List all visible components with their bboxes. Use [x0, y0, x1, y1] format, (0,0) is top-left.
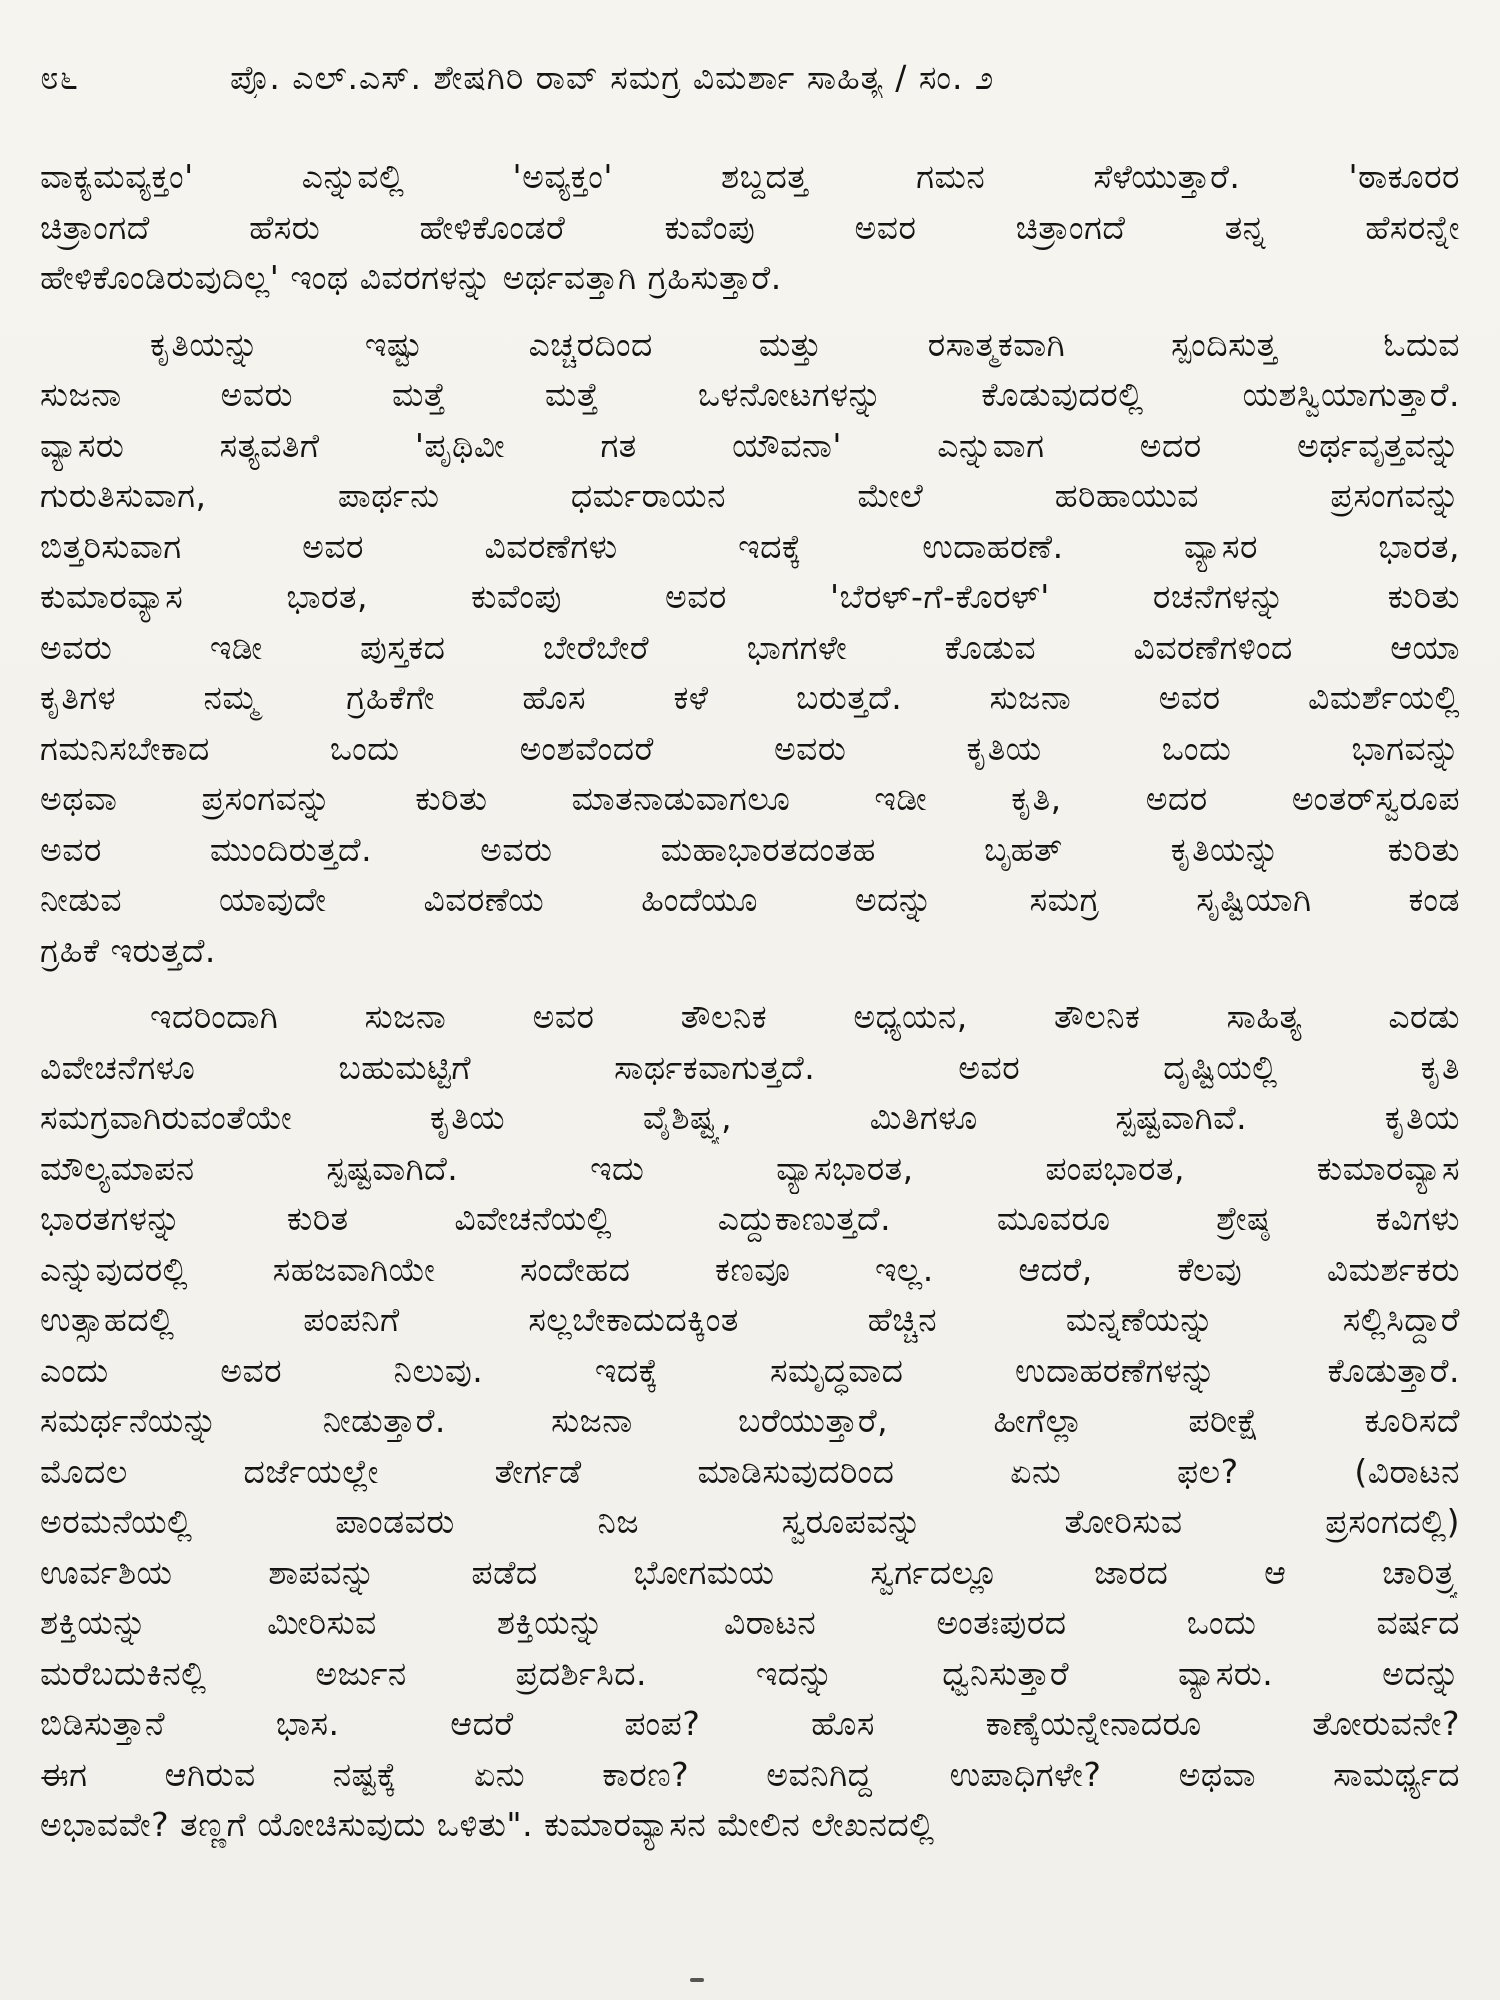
paragraph: [40, 992, 1460, 1851]
text-line: ವಾಕ್ಯಮವ್ಯಕ್ತಂ' ಎನ್ನುವಲ್ಲಿ 'ಅವ್ಯಕ್ತಂ' ಶಬ್ದದತ್ತ ಗಮನ ಸೆಳೆಯುತ್ತಾರೆ. 'ಠಾಕೂರರ: [40, 157, 1460, 196]
text-line: ಉತ್ಸಾಹದಲ್ಲಿ ಪಂಪನಿಗೆ ಸಲ್ಲಬೇಕಾದುದಕ್ಕಿಂತ ಹೆಚ್ಚಿನ ಮನ್ನಣೆಯನ್ನು ಸಲ್ಲಿಸಿದ್ದಾರೆ: [40, 1300, 1460, 1339]
book-title: ಪ್ರೊ. ಎಲ್.ಎಸ್. ಶೇಷಗಿರಿ ರಾವ್ ಸಮಗ್ರ ವಿಮರ್ಶಾ ಸಾಹಿತ್ಯ / ಸಂ. ೨: [230, 58, 995, 97]
text-line: ಅವರು ಇಡೀ ಪುಸ್ತಕದ ಬೇರೆಬೇರೆ ಭಾಗಗಳೇ ಕೊಡುವ ವಿವರಣೆಗಳಿಂದ ಆಯಾ: [40, 627, 1460, 667]
text-line: ಕೃತಿಗಳ ನಮ್ಮ ಗ್ರಹಿಕೆಗೇ ಹೊಸ ಕಳೆ ಬರುತ್ತದೆ. ಸುಜನಾ ಅವರ ವಿಮರ್ಶೆಯಲ್ಲಿ: [40, 678, 1460, 717]
text-line: ಕೃತಿಯನ್ನು ಇಷ್ಟು ಎಚ್ಚರದಿಂದ ಮತ್ತು ರಸಾತ್ಮಕವಾಗಿ ಸ್ಪಂದಿಸುತ್ತ ಓದುವ: [150, 324, 1460, 364]
footer-mark: [690, 1978, 704, 1982]
text-line: ಅಭಾವವೇ? ತಣ್ಣಗೆ ಯೋಚಿಸುವುದು ಒಳಿತು". ಕುಮಾರವ್ಯಾಸನ ಮೇಲಿನ ಲೇಖನದಲ್ಲಿ: [40, 1805, 935, 1844]
text-line: ಗುರುತಿಸುವಾಗ, ಪಾರ್ಥನು ಧರ್ಮರಾಯನ ಮೇಲೆ ಹರಿಹಾಯುವ ಪ್ರಸಂಗವನ್ನು: [40, 476, 1460, 515]
text-line: ಎನ್ನುವುದರಲ್ಲಿ ಸಹಜವಾಗಿಯೇ ಸಂದೇಹದ ಕಣವೂ ಇಲ್ಲ. ಆದರೆ, ಕೆಲವು ವಿಮರ್ಶಕರು: [40, 1249, 1460, 1289]
text-line: ಚಿತ್ರಾಂಗದೆ ಹೆಸರು ಹೇಳಿಕೊಂಡರೆ ಕುವೆಂಪು ಅವರ ಚಿತ್ರಾಂಗದೆ ತನ್ನ ಹೆಸರನ್ನೇ: [40, 207, 1460, 247]
text-line: ಅವರ ಮುಂದಿರುತ್ತದೆ. ಅವರು ಮಹಾಭಾರತದಂತಹ ಬೃಹತ್ ಕೃತಿಯನ್ನು ಕುರಿತು: [40, 829, 1460, 869]
text-line: ಮರೆಬದುಕಿನಲ್ಲಿ ಅರ್ಜುನ ಪ್ರದರ್ಶಿಸಿದ. ಇದನ್ನು ಧ್ವನಿಸುತ್ತಾರೆ ವ್ಯಾಸರು. ಅದನ್ನು: [40, 1653, 1460, 1693]
text-line: ಅರಮನೆಯಲ್ಲಿ ಪಾಂಡವರು ನಿಜ ಸ್ವರೂಪವನ್ನು ತೋರಿಸುವ ಪ್ರಸಂಗದಲ್ಲಿ): [40, 1502, 1460, 1541]
text-line: ಈಗ ಆಗಿರುವ ನಷ್ಟಕ್ಕೆ ಏನು ಕಾರಣ? ಅವನಿಗಿದ್ದ ಉಪಾಧಿಗಳೇ? ಅಥವಾ ಸಾಮರ್ಥ್ಯದ: [40, 1754, 1460, 1794]
text-line: ಇದರಿಂದಾಗಿ ಸುಜನಾ ಅವರ ತೌಲನಿಕ ಅಧ್ಯಯನ, ತೌಲನಿಕ ಸಾಹಿತ್ಯ ಎರಡು: [150, 997, 1460, 1036]
text-line: ಊರ್ವಶಿಯ ಶಾಪವನ್ನು ಪಡೆದ ಭೋಗಮಯ ಸ್ವರ್ಗದಲ್ಲೂ ಜಾರದ ಆ ಚಾರಿತ್ರ್ಯ: [40, 1552, 1460, 1592]
text-line: ಅಥವಾ ಪ್ರಸಂಗವನ್ನು ಕುರಿತು ಮಾತನಾಡುವಾಗಲೂ ಇಡೀ ಕೃತಿ, ಅದರ ಅಂತರ್‌ಸ್ವರೂಪ: [40, 779, 1460, 818]
text-line: ಸಮಗ್ರವಾಗಿರುವಂತೆಯೇ ಕೃತಿಯ ವೈಶಿಷ್ಟ್ಯ, ಮಿತಿಗಳೂ ಸ್ಪಷ್ಟವಾಗಿವೆ. ಕೃತಿಯ: [40, 1098, 1460, 1137]
page-number: ೮೬: [40, 58, 79, 97]
text-line: ಶಕ್ತಿಯನ್ನು ಮೀರಿಸುವ ಶಕ್ತಿಯನ್ನು ವಿರಾಟನ ಅಂತಃಪುರದ ಒಂದು ವರ್ಷದ: [40, 1603, 1460, 1642]
text-line: ಬಿತ್ತರಿಸುವಾಗ ಅವರ ವಿವರಣೆಗಳು ಇದಕ್ಕೆ ಉದಾಹರಣೆ. ವ್ಯಾಸರ ಭಾರತ,: [40, 526, 1460, 566]
text-line: ಬಿಡಿಸುತ್ತಾನೆ ಭಾಸ. ಆದರೆ ಪಂಪ? ಹೊಸ ಕಾಣ್ಕೆಯನ್ನೇನಾದರೂ ತೋರುವನೇ?: [40, 1704, 1460, 1743]
text-line: ಕುಮಾರವ್ಯಾಸ ಭಾರತ, ಕುವೆಂಪು ಅವರ 'ಬೆರಳ್-ಗೆ-ಕೊರಳ್' ರಚನೆಗಳನ್ನು ಕುರಿತು: [40, 577, 1460, 616]
running-head: [40, 58, 1460, 118]
text-line: ಭಾರತಗಳನ್ನು ಕುರಿತ ವಿವೇಚನೆಯಲ್ಲಿ ಎದ್ದುಕಾಣುತ್ತದೆ. ಮೂವರೂ ಶ್ರೇಷ್ಠ ಕವಿಗಳು: [40, 1199, 1460, 1238]
text-line: ಹೇಳಿಕೊಂಡಿರುವುದಿಲ್ಲ' ಇಂಥ ವಿವರಗಳನ್ನು ಅರ್ಥವತ್ತಾಗಿ ಗ್ರಹಿಸುತ್ತಾರೆ.: [40, 258, 782, 297]
text-line: ನೀಡುವ ಯಾವುದೇ ವಿವರಣೆಯ ಹಿಂದೆಯೂ ಅದನ್ನು ಸಮಗ್ರ ಸೃಷ್ಟಿಯಾಗಿ ಕಂಡ: [40, 880, 1460, 919]
text-line: ವ್ಯಾಸರು ಸತ್ಯವತಿಗೆ 'ಪೃಥಿವೀ ಗತ ಯೌವನಾ' ಎನ್ನುವಾಗ ಅದರ ಅರ್ಥವೃತ್ತವನ್ನು: [40, 425, 1460, 465]
text-line: ಸುಜನಾ ಅವರು ಮತ್ತೆ ಮತ್ತೆ ಒಳನೋಟಗಳನ್ನು ಕೊಡುವುದರಲ್ಲಿ ಯಶಸ್ವಿಯಾಗುತ್ತಾರೆ.: [40, 375, 1460, 414]
text-line: ವಿವೇಚನೆಗಳೂ ಬಹುಮಟ್ಟಿಗೆ ಸಾರ್ಥಕವಾಗುತ್ತದೆ. ಅವರ ದೃಷ್ಟಿಯಲ್ಲಿ ಕೃತಿ: [40, 1047, 1460, 1087]
paragraph: [40, 320, 1460, 977]
body-text: [40, 152, 1460, 1851]
text-line: ಗಮನಿಸಬೇಕಾದ ಒಂದು ಅಂಶವೆಂದರೆ ಅವರು ಕೃತಿಯ ಒಂದು ಭಾಗವನ್ನು: [40, 728, 1460, 768]
text-line: ಗ್ರಹಿಕೆ ಇರುತ್ತದೆ.: [40, 930, 216, 970]
text-line: ಸಮರ್ಥನೆಯನ್ನು ನೀಡುತ್ತಾರೆ. ಸುಜನಾ ಬರೆಯುತ್ತಾರೆ, ಹೀಗೆಲ್ಲಾ ಪರೀಕ್ಷೆ ಕೂರಿಸದೆ: [40, 1401, 1460, 1440]
text-line: ಮೌಲ್ಯಮಾಪನ ಸ್ಪಷ್ಟವಾಗಿದೆ. ಇದು ವ್ಯಾಸಭಾರತ, ಪಂಪಭಾರತ, ಕುಮಾರವ್ಯಾಸ: [40, 1148, 1460, 1188]
paragraph: [40, 152, 1460, 304]
text-line: ಎಂದು ಅವರ ನಿಲುವು. ಇದಕ್ಕೆ ಸಮೃದ್ಧವಾದ ಉದಾಹರಣೆಗಳನ್ನು ಕೊಡುತ್ತಾರೆ.: [40, 1350, 1460, 1390]
text-line: ಮೊದಲ ದರ್ಜೆಯಲ್ಲೇ ತೇರ್ಗಡೆ ಮಾಡಿಸುವುದರಿಂದ ಏನು ಫಲ? (ವಿರಾಟನ: [40, 1451, 1460, 1491]
